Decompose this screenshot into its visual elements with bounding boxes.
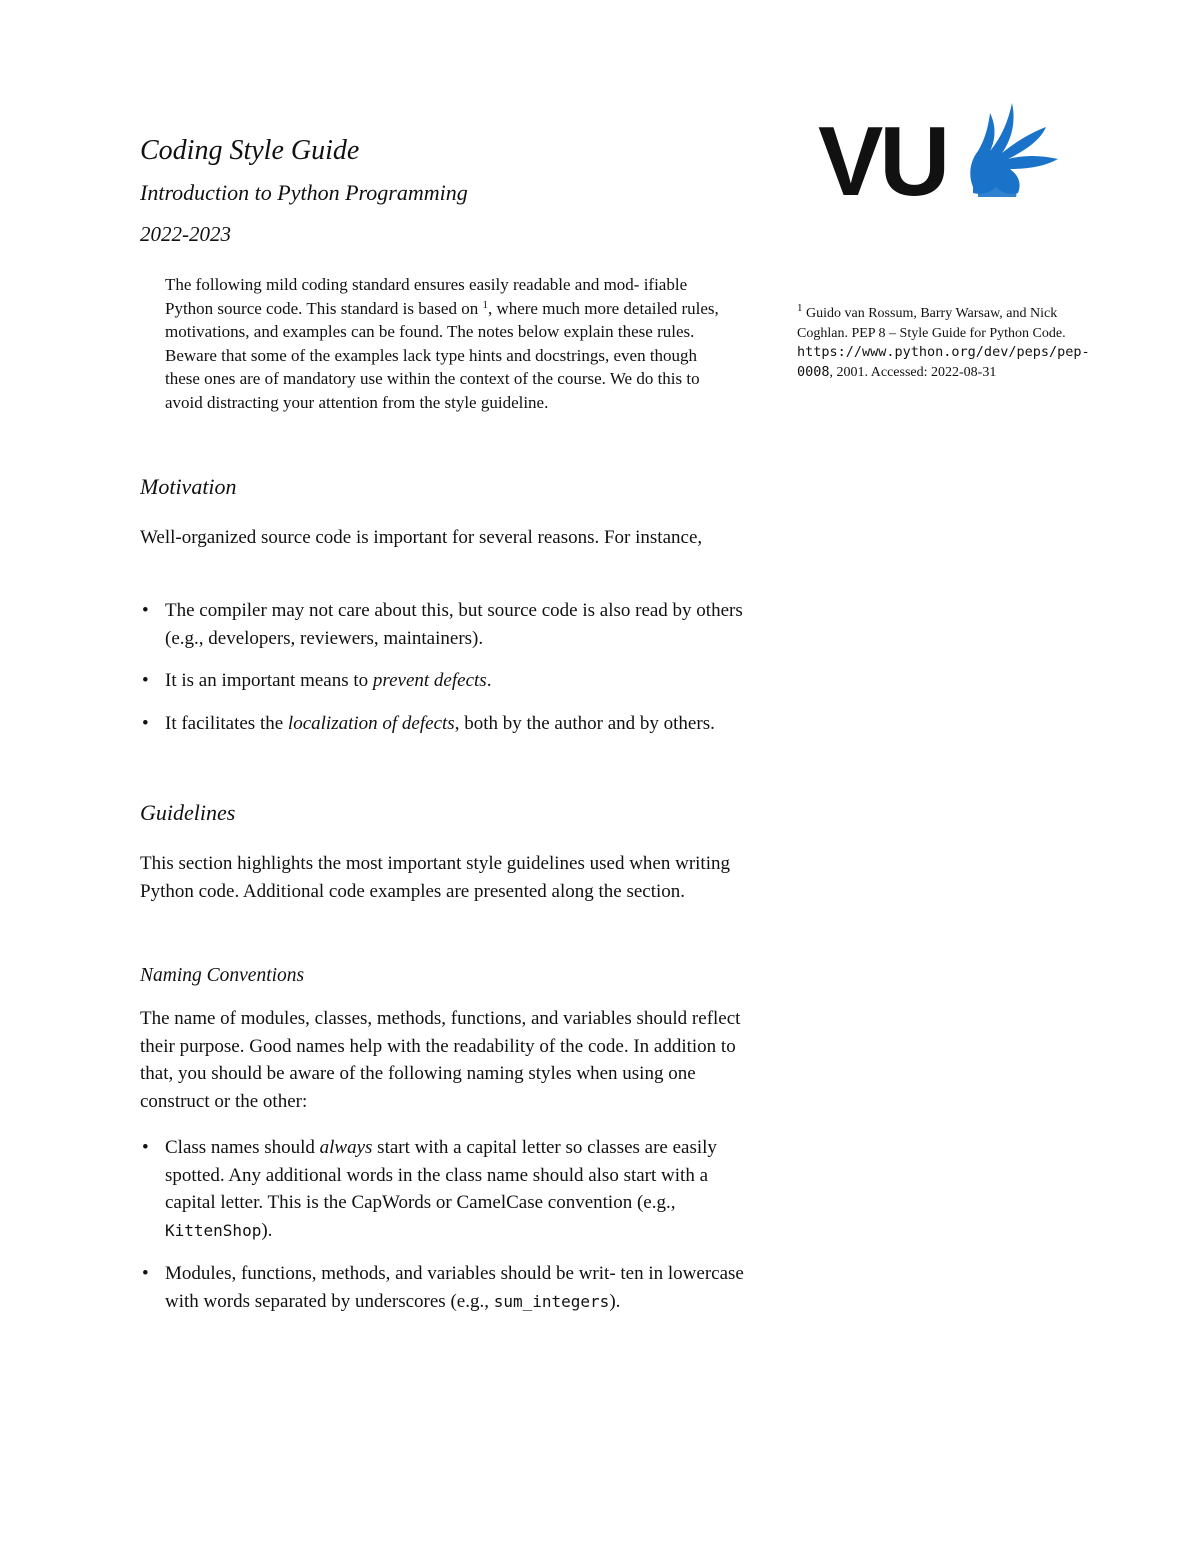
code-snippet: sum_integers: [493, 1291, 610, 1311]
sidenote-citation: [797, 302, 1090, 382]
list-item: [140, 1260, 750, 1315]
bullet-text: Modules, functions, methods, and variables should be writ- ten in lowercase with words separated by underscores (e.g.,: [165, 1263, 744, 1312]
bullet-text: .: [486, 670, 492, 691]
bullet-text: , both by the author and by others.: [454, 712, 715, 734]
bullet-icon: •: [142, 670, 149, 691]
bullet-text: start with a capital letter so classes are easily spotted. Any additional words in the class name should also start with a capital letter. This is the CapWords or CamelCase convention (e.g.,: [165, 1137, 717, 1213]
naming-list: [140, 1134, 750, 1315]
citation-url-link[interactable]: https://www.python.org/dev/peps/pep-0008: [797, 344, 1090, 380]
citation-text: Guido van Rossum, Barry Warsaw, and Nick Coghlan. PEP 8 – Style Guide for Python Code.: [797, 306, 1066, 341]
abstract-text-2: , where much more detailed rules, motivations, and examples can be found. The notes below explain these rules. Beware that some of the examples lack type hints and docstrings, even though these ones are of mandatory use within the context of the course. We do this to avoid distracting your attention from the style guideline.: [165, 298, 719, 412]
bullet-text: It facilitates the: [165, 712, 288, 734]
subsection-heading-naming: Naming Conventions: [140, 965, 305, 986]
bullet-icon: •: [142, 712, 149, 734]
motivation-list: [140, 597, 750, 737]
abstract-paragraph: [165, 273, 735, 414]
motivation-intro: Well-organized source code is important for several reasons. For instance,: [140, 527, 703, 548]
bullet-text: The compiler may not care about this, but source code is also read by others (e.g., developers, reviewers, maintainers).: [165, 600, 743, 649]
emphasis-text: always: [319, 1137, 373, 1158]
guidelines-intro: This section highlights the most important style guidelines used when writing Python code. Additional code examples are presented along the section.: [140, 853, 730, 902]
section-heading-motivation: Motivation: [140, 474, 237, 499]
document-subtitle: Introduction to Python Programming: [140, 180, 468, 205]
academic-year: 2022-2023: [140, 222, 231, 246]
bullet-text: ).: [609, 1290, 621, 1312]
bullet-text: ).: [261, 1219, 273, 1241]
abstract-text-1: The following mild coding standard ensures easily readable and mod- ifiable Python source code. This standard is based on: [165, 275, 688, 318]
document-title: Coding Style Guide: [140, 135, 360, 166]
bullet-text: It is an important means to: [165, 670, 373, 691]
list-item: [140, 1134, 750, 1244]
emphasis-text: localization of defects: [287, 712, 455, 734]
bullet-icon: •: [142, 1137, 149, 1158]
logo-wordmark: VU: [818, 106, 947, 200]
bullet-icon: •: [142, 1263, 149, 1284]
bullet-text: Class names should: [165, 1137, 320, 1158]
griffin-icon: [970, 103, 1058, 197]
section-heading-guidelines: Guidelines: [140, 800, 236, 825]
citation-date: , 2001. Accessed: 2022-08-31: [829, 364, 997, 380]
emphasis-text: prevent defects: [372, 670, 487, 691]
sidenote-number: 1: [797, 302, 803, 314]
code-snippet: KittenShop: [165, 1220, 262, 1240]
bullet-icon: •: [142, 600, 149, 621]
list-item: [140, 597, 750, 652]
list-item: [140, 667, 750, 695]
vu-logo: [818, 95, 1068, 200]
list-item: [140, 710, 750, 738]
footnote-reference[interactable]: 1: [482, 298, 488, 311]
naming-intro: The name of modules, classes, methods, functions, and variables should reflect their purpose. Good names help with the readability of the code. In addition to that, you should be aware of the following naming styles when using one construct or the other:: [140, 1008, 741, 1112]
